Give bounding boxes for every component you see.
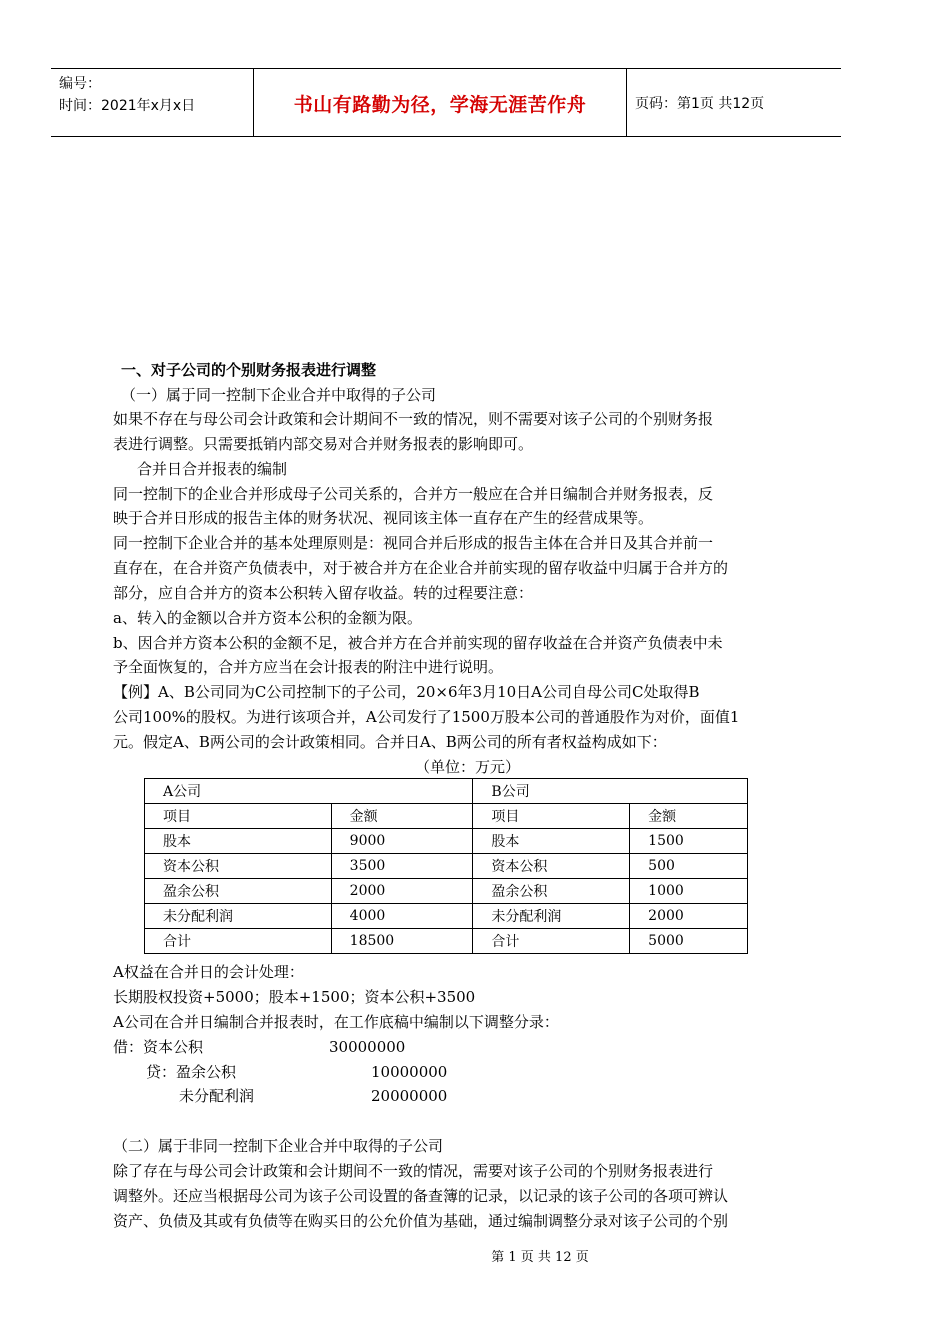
document-number-label: 编号： [59,76,101,92]
table-cell: 18500 [331,929,473,954]
table-cell: 金额 [630,804,748,829]
journal-credit-label: 贷：盈余公积 [146,1063,237,1081]
table-header-row [145,804,748,829]
paragraph-line: 调整外。还应当根据母公司为该子公司设置的备查簿的记录，以记录的该子公司的各项可辨认 [113,1187,729,1205]
table-cell: 1000 [630,879,748,904]
journal-debit-label: 借：资本公积 [113,1038,204,1056]
table-cell: 合计 [473,929,630,954]
table-cell: 金额 [331,804,473,829]
table-cell: 盈余公积 [473,879,630,904]
table-row [145,929,748,954]
header-divider [626,69,627,136]
paragraph-line: 资产、负债及其或有负债等在购买日的公允价值为基础，通过编制调整分录对该子公司的个别 [113,1212,729,1230]
list-item: b、因合并方资本公积的金额不足，被合并方在合并前实现的留存收益在合并资产负债表中未 [113,634,723,652]
table-cell: 资本公积 [473,854,630,879]
subsection-title: （二）属于非同一控制下企业合并中取得的子公司 [113,1137,444,1155]
table-cell: 项目 [145,804,332,829]
table-row [145,829,748,854]
header-page-info: 页码：第1页 共12页 [635,96,765,112]
table-cell: 资本公积 [145,854,332,879]
table-cell: 股本 [145,829,332,854]
table-cell: 2000 [630,904,748,929]
table-cell: 3500 [331,854,473,879]
table-cell: A公司 [145,779,473,804]
paragraph-line: 同一控制下的企业合并形成母子公司关系的，合并方一般应在合并日编制合并财务报表，反 [113,485,714,503]
table-cell: 2000 [331,879,473,904]
unit-note: （单位：万元） [415,758,521,776]
page-header [51,68,841,137]
journal-credit-amount: 20000000 [371,1087,448,1105]
table-header-row [145,779,748,804]
example-line: 【例】A、B公司同为C公司控制下的子公司，20×6年3月10日A公司自母公司C处取得B [113,683,700,701]
equity-table [144,778,748,954]
table-cell: 项目 [473,804,630,829]
list-item: 予全面恢复的，合并方应当在会计报表的附注中进行说明。 [113,658,504,676]
subsection-title: （一）属于同一控制下企业合并中取得的子公司 [121,386,437,404]
header-meta [59,73,195,117]
paragraph-line: 同一控制下企业合并的基本处理原则是：视同合并后形成的报告主体在合并日及其合并前一 [113,534,714,552]
table-cell: 5000 [630,929,748,954]
example-line: 元。假定A、B两公司的会计政策相同。合并日A、B两公司的所有者权益构成如下： [113,733,667,751]
journal-credit-amount: 10000000 [371,1063,448,1081]
section-title: 一、对子公司的个别财务报表进行调整 [121,361,377,379]
paragraph-line: 映于合并日形成的报告主体的财务状况、视同该主体一直存在产生的经营成果等。 [113,509,654,527]
table-row [145,904,748,929]
table-cell: 未分配利润 [473,904,630,929]
paragraph-line: 除了存在与母公司会计政策和会计期间不一致的情况，需要对该子公司的个别财务报表进行 [113,1162,714,1180]
journal-debit-amount: 30000000 [329,1038,406,1056]
paragraph-line: 如果不存在与母公司会计政策和会计期间不一致的情况，则不需要对该子公司的个别财务报 [113,410,714,428]
paragraph-line: 表进行调整。只需要抵销内部交易对合并财务报表的影响即可。 [113,435,534,453]
table-cell: B公司 [473,779,748,804]
paragraph-line: 长期股权投资+5000；股本+1500；资本公积+3500 [113,988,476,1006]
table-cell: 合计 [145,929,332,954]
paragraph-line: A权益在合并日的会计处理： [113,963,304,981]
table-cell: 股本 [473,829,630,854]
document-date: 时间：2021年x月x日 [59,98,196,114]
journal-credit-item: 未分配利润 [179,1087,255,1105]
header-motto: 书山有路勤为径，学海无涯苦作舟 [293,94,587,116]
paragraph-line: 部分，应自合并方的资本公积转入留存收益。转的过程要注意： [113,584,534,602]
paragraph-line: A公司在合并日编制合并报表时，在工作底稿中编制以下调整分录： [113,1013,559,1031]
heading: 合并日合并报表的编制 [137,460,288,478]
example-line: 公司100%的股权。为进行该项合并，A公司发行了1500万股本公司的普通股作为对价，面值1 [113,708,740,726]
table-row [145,854,748,879]
table-cell: 9000 [331,829,473,854]
table-cell: 4000 [331,904,473,929]
table-cell: 1500 [630,829,748,854]
page-footer: 第 1 页 共 12 页 [491,1250,589,1265]
table-cell: 500 [630,854,748,879]
paragraph-line: 直存在，在合并资产负债表中，对于被合并方在企业合并前实现的留存收益中归属于合并方的 [113,559,729,577]
table-row [145,879,748,904]
table-cell: 未分配利润 [145,904,332,929]
list-item: a、转入的金额以合并方资本公积的金额为限。 [113,609,422,627]
table-cell: 盈余公积 [145,879,332,904]
